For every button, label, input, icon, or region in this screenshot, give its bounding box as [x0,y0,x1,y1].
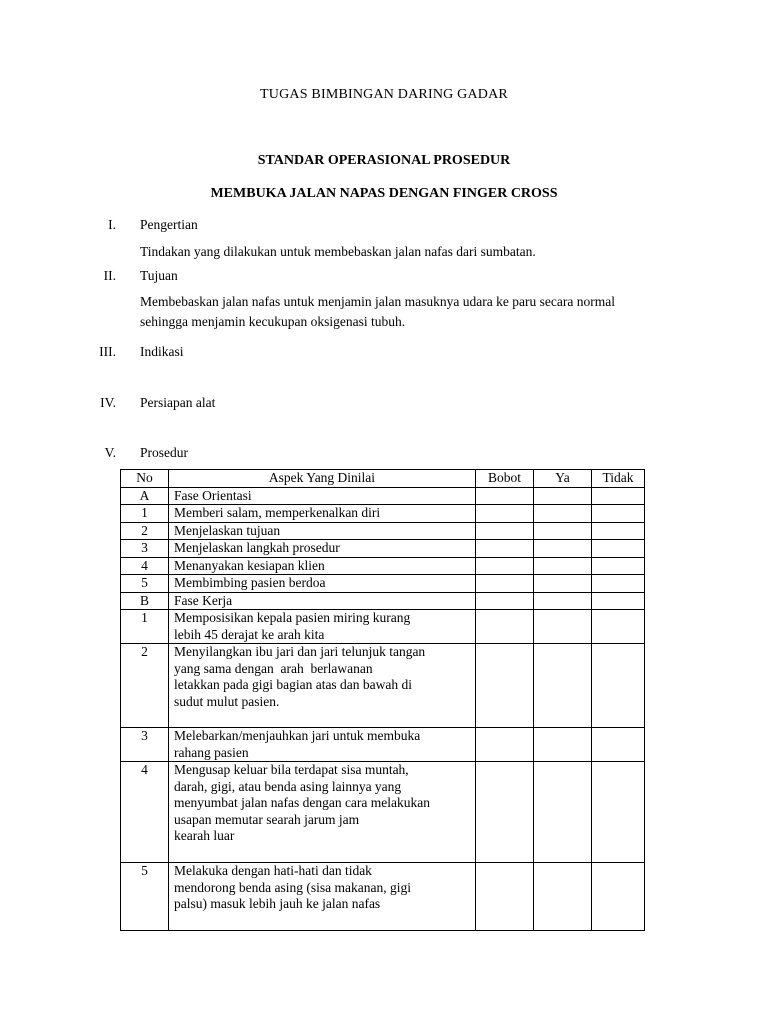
header-ya: Ya [534,470,592,488]
ya-cell [534,644,592,728]
row-number: 5 [121,863,169,931]
row-aspect [169,644,476,728]
section-text-tujuan: Membebaskan jalan nafas untuk menjamin jalan masuknya udara ke paru secara normal sehingga menjamin kecukupan oksigenasi tubuh. [140,294,615,329]
tidak-cell [592,863,645,931]
table-row [121,610,645,644]
bobot-cell [476,487,534,505]
aspect-line: rahang pasien [174,744,249,760]
row-aspect: Memberi salam, memperkenalkan diri [169,505,476,523]
bobot-cell [476,728,534,762]
tidak-cell [592,487,645,505]
row-aspect: Menjelaskan tujuan [169,522,476,540]
aspect-line: usapan memutar searah jarum jam [174,811,360,827]
table-row [121,863,645,931]
section-heading: Indikasi [140,344,184,359]
ya-cell [534,728,592,762]
section-number: III. [99,344,116,359]
aspect-line: yang sama dengan arah berlawanan [174,660,373,676]
aspect-line: sudut mulut pasien. [174,693,280,709]
header-no: No [121,470,169,488]
ya-cell [534,505,592,523]
assessment-table [120,469,645,931]
row-number: 3 [121,540,169,558]
row-aspect: Menanyakan kesiapan klien [169,557,476,575]
bobot-cell [476,575,534,593]
ya-cell [534,863,592,931]
bobot-cell [476,522,534,540]
section-number: IV. [100,395,116,410]
table-row [121,644,645,728]
row-number: 4 [121,557,169,575]
aspect-line: menyumbat jalan nafas dengan cara melakukan [174,795,431,810]
row-aspect: Membimbing pasien berdoa [169,575,476,593]
document-title: TUGAS BIMBINGAN DARING GADAR [260,87,508,102]
row-aspect [169,728,476,762]
ya-cell [534,522,592,540]
table-row [121,522,645,540]
table-row [121,505,645,523]
section-number: II. [103,268,116,283]
section-heading: Prosedur [140,445,188,460]
section-number: I. [108,217,116,232]
aspect-line: lebih 45 derajat ke arah kita [174,626,325,642]
aspect-line: palsu) masuk lebih jauh ke jalan nafas [174,896,381,911]
phase-letter: A [121,487,169,505]
row-aspect: Menjelaskan langkah prosedur [169,540,476,558]
row-aspect [169,762,476,863]
row-number: 5 [121,575,169,593]
table-row [121,728,645,762]
ya-cell [534,575,592,593]
section-heading: Persiapan alat [140,395,216,410]
bobot-cell [476,644,534,728]
row-number: 3 [121,728,169,762]
ya-cell [534,610,592,644]
header-tidak: Tidak [592,470,645,488]
table-header-row [121,470,645,488]
section-heading: Pengertian [140,217,198,232]
tidak-cell [592,644,645,728]
row-aspect [169,863,476,931]
bobot-cell [476,540,534,558]
aspect-line: mendorong benda asing (sisa makanan, gigi [174,879,411,895]
bobot-cell [476,610,534,644]
bobot-cell [476,505,534,523]
tidak-cell [592,522,645,540]
bobot-cell [476,592,534,610]
row-number: 4 [121,762,169,863]
tidak-cell [592,575,645,593]
table-row [121,762,645,863]
section-number: V. [104,445,116,460]
ya-cell [534,540,592,558]
aspect-line: Melakuka dengan hati-hati dan tidak [174,863,372,878]
ya-cell [534,557,592,575]
row-aspect [169,610,476,644]
tidak-cell [592,557,645,575]
tidak-cell [592,505,645,523]
bobot-cell [476,863,534,931]
tidak-cell [592,728,645,762]
table-row [121,540,645,558]
ya-cell [534,762,592,863]
phase-row-kerja [121,592,645,610]
phase-row-orientasi [121,487,645,505]
phase-letter: B [121,592,169,610]
aspect-line: kearah luar [174,828,235,843]
phase-label: Fase Kerja [169,592,476,610]
aspect-line: Melebarkan/menjauhkan jari untuk membuka [174,728,421,743]
row-number: 2 [121,522,169,540]
header-aspek: Aspek Yang Dinilai [169,470,476,488]
bobot-cell [476,762,534,863]
tidak-cell [592,610,645,644]
header-bobot: Bobot [476,470,534,488]
aspect-line: Menyilangkan ibu jari dan jari telunjuk tangan [174,644,426,659]
section-text-pengertian: Tindakan yang dilakukan untuk membebaskan jalan nafas dari sumbatan. [140,244,536,259]
section-heading: Tujuan [140,268,178,283]
aspect-line: Mengusap keluar bila terdapat sisa muntah, [174,762,409,777]
tidak-cell [592,762,645,863]
bobot-cell [476,557,534,575]
aspect-line: letakkan pada gigi bagian atas dan bawah di [174,677,413,692]
ya-cell [534,487,592,505]
tidak-cell [592,540,645,558]
table-row [121,575,645,593]
procedure-title: MEMBUKA JALAN NAPAS DENGAN FINGER CROSS [210,186,558,201]
ya-cell [534,592,592,610]
row-number: 1 [121,505,169,523]
aspect-line: darah, gigi, atau benda asing lainnya yang [174,778,402,794]
row-number: 2 [121,644,169,728]
sop-title: STANDAR OPERASIONAL PROSEDUR [257,153,511,168]
table-row [121,557,645,575]
phase-label: Fase Orientasi [169,487,476,505]
row-number: 1 [121,610,169,644]
aspect-line: Memposisikan kepala pasien miring kurang [174,610,411,625]
tidak-cell [592,592,645,610]
